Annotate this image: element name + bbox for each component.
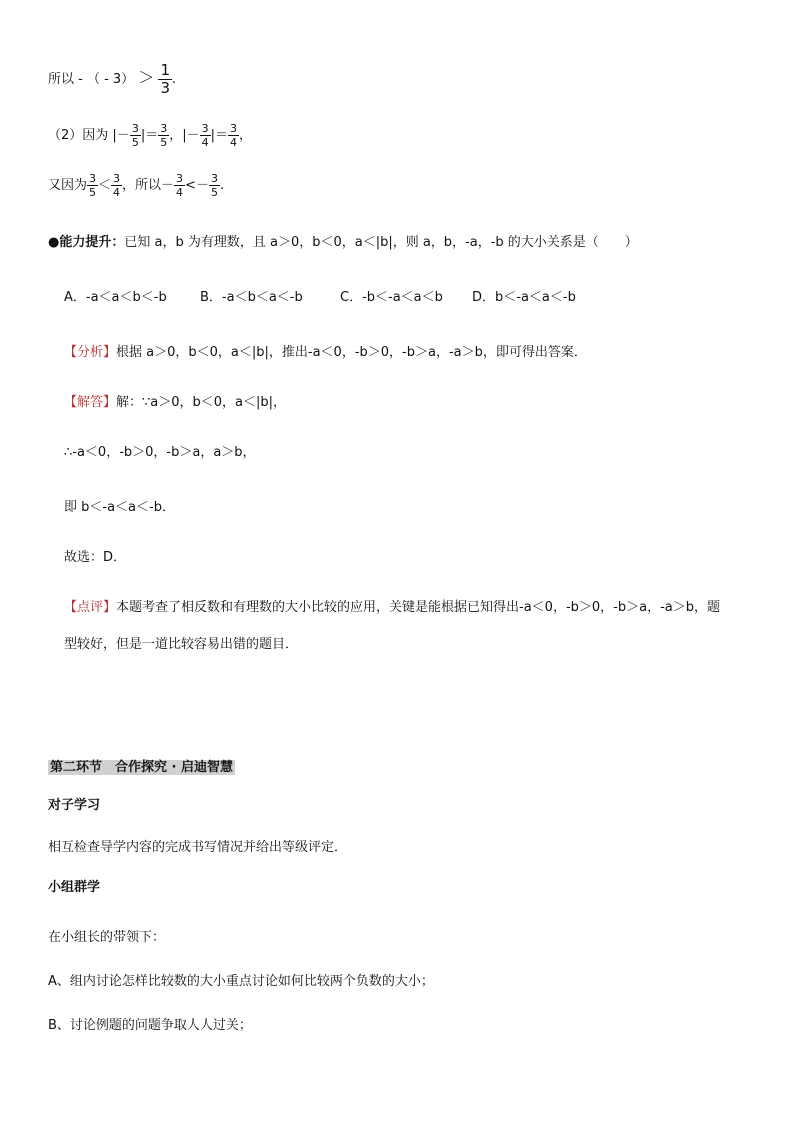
analysis-tag: 【分析】 (64, 345, 117, 360)
subheading-pair-study (48, 796, 100, 816)
option-b[interactable] (200, 288, 303, 308)
q1-gt: ＞ (138, 68, 155, 87)
frac-den: 5 (160, 136, 168, 149)
frac-den: 5 (89, 186, 97, 199)
comment-text-1: 本题考查了相反数和有理数的大小比较的应用，关键是能根据已知得出-a＜0，-b＞0，-b＞a，-a＞b，题 (116, 600, 720, 615)
question-text: 已知 a，b 为有理数，且 a＞0，b＜0，a＜|b|，则 a，b，-a，-b 的大小关系是（ ） (124, 235, 638, 250)
subheading-pair-study-text: 对子学习 (48, 798, 101, 813)
q1-line (48, 58, 176, 98)
frac-num: 3 (176, 172, 184, 185)
q2-line1 (48, 118, 252, 154)
solution-line3 (64, 498, 175, 518)
frac-num: 3 (113, 172, 121, 185)
q2-label: （2）因为 (48, 128, 109, 143)
frac-den: 4 (113, 186, 121, 199)
q2-so: ，所以－ (122, 178, 175, 193)
frac-num: 3 (210, 172, 218, 185)
solution-line1 (64, 393, 286, 413)
q2-res1-frac (158, 123, 169, 148)
option-c-label: C．-b＜-a＜a＜b (340, 290, 443, 305)
q1-prefix: 所以 - （ - 3） (48, 72, 135, 87)
q1-fraction (158, 63, 172, 96)
frac-num: 3 (230, 122, 237, 135)
option-a[interactable] (64, 288, 167, 308)
group-study-text (48, 928, 165, 948)
bullet-icon: ● (48, 235, 60, 250)
solution-text-2: ∴-a＜0，-b＞0，-b＞a，a＞b， (64, 445, 256, 460)
q2-abs1-frac (130, 123, 141, 148)
q2-d1-frac (174, 173, 185, 198)
frac-num: 3 (131, 122, 139, 135)
comment-text-2: 型较好，但是一道比较容易出错的题目． (64, 637, 299, 652)
q2-end: ， (239, 128, 253, 143)
comment-line1 (64, 598, 720, 618)
solution-text-3: 即 b＜-a＜a＜-b． (64, 500, 175, 515)
solution-tag: 【解答】 (64, 395, 117, 410)
frac-den: 5 (210, 186, 218, 199)
option-a-label: A．-a＜a＜b＜-b (64, 290, 167, 305)
solution-line2 (64, 443, 256, 463)
frac-den: 4 (230, 136, 237, 149)
frac-den: 5 (131, 136, 139, 149)
q2-lt2: <－ (185, 178, 209, 193)
q2-line2 (48, 168, 224, 204)
analysis-line (64, 343, 587, 363)
q1-frac-num: 1 (160, 61, 171, 79)
option-d[interactable] (472, 288, 576, 308)
pair-study-body: 相互检查导学内容的完成书写情况并给出等级评定． (48, 840, 348, 855)
item-a (48, 972, 434, 992)
q2-abs1-close: |＝ (140, 128, 159, 143)
option-c[interactable] (340, 288, 443, 308)
q2-sep: ， (169, 128, 183, 143)
solution-text-1: 解：∵a＞0，b＜0，a＜|b|， (116, 395, 287, 410)
item-b (48, 1016, 252, 1036)
q2-abs2-frac (200, 123, 211, 148)
pair-study-text (48, 838, 347, 858)
q2-lt: ＜ (98, 178, 112, 193)
section-title (48, 758, 235, 778)
question-label: 能力提升： (59, 235, 125, 250)
subheading-group-study-text: 小组群学 (48, 880, 101, 895)
frac-den: 4 (201, 136, 209, 149)
analysis-text: 根据 a＞0，b＜0，a＜|b|，推出-a＜0，-b＞0，-b＞a，-a＞b，即可得出答案． (116, 345, 587, 360)
q1-frac-den: 3 (160, 79, 171, 97)
q2-line2-label: 又因为 (48, 178, 88, 193)
frac-num: 3 (89, 172, 97, 185)
comment-line2 (64, 635, 298, 655)
option-b-label: B．-a＜b＜a＜-b (200, 290, 303, 305)
solution-line4 (64, 548, 126, 568)
group-study-body: 在小组长的带领下： (48, 930, 166, 945)
item-a-text: A、组内讨论怎样比较数的大小重点讨论如何比较两个负数的大小； (48, 974, 434, 989)
q2-c1-frac (87, 173, 98, 198)
frac-den: 4 (176, 186, 184, 199)
item-b-text: B、讨论例题的问题争取人人过关； (48, 1018, 252, 1033)
comment-tag: 【点评】 (64, 600, 117, 615)
q2-d2-frac (209, 173, 220, 198)
q2-c2-frac (111, 173, 122, 198)
frac-num: 3 (201, 122, 209, 135)
q2-abs2-close: |＝ (210, 128, 228, 143)
question-line (48, 233, 638, 253)
q2-abs2-open: |－ (182, 128, 200, 143)
q2-abs1-open: |－ (112, 128, 130, 143)
solution-text-4: 故选：D． (64, 550, 127, 565)
q2-period: . (219, 178, 225, 193)
option-d-label: D．b＜-a＜a＜-b (472, 290, 576, 305)
section-title-text: 第二环节 合作探究 · 启迪智慧 (50, 760, 233, 775)
frac-num: 3 (160, 122, 168, 135)
q2-res2-frac (228, 123, 239, 148)
q1-suffix: . (172, 72, 177, 87)
subheading-group-study (48, 878, 100, 898)
